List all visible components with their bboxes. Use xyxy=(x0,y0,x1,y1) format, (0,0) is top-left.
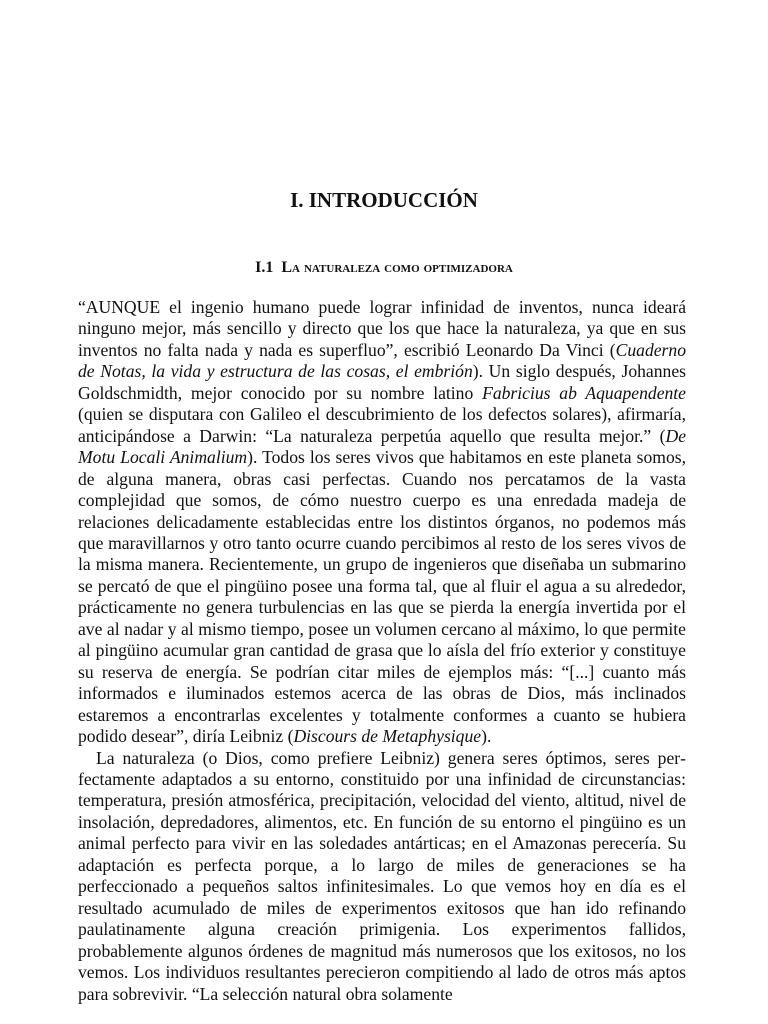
italic-title-text: Discours de Metaphysique xyxy=(293,726,482,747)
body-text-run: (quien se disputara con Galileo el descubrimiento de los defectos solares), afirmaría, anticipándose a Darwin: “La naturaleza perpetúa aquello que resulta mejor.” ( xyxy=(78,404,686,446)
paragraph-1 xyxy=(78,297,686,748)
body-text-run: “AUNQUE el ingenio humano puede lograr infinidad de inventos, nunca ideará ninguno mejor, más sencillo y directo que los que hace la naturaleza, ya que en sus inventos no falta nada y nada es superfluo”, escribió Leonardo Da Vinci ( xyxy=(78,297,686,360)
section-title: La naturaleza como optimizadora xyxy=(281,259,513,276)
body-text-run: ). Un siglo después, Johannes Goldschmidth, mejor conocido por su nombre latino xyxy=(78,361,686,403)
body-text-run: ). Todos los seres vivos que habitamos en este planeta somos, de alguna manera, obras casi perfectas. Cuando nos percatamos de la vasta complejidad que somos, de cómo nuestro cuerpo es una enredada madeja de relaciones delicadamente establecidas entre los distintos órganos, no podemos más que maravillarnos y otro tanto ocurre cuando percibimos al resto de los seres vivos de la misma manera. Recientemente, un grupo de ingenieros que diseñaba un submarino se percató de que el pingüino posee una forma tal, que al fluir el agua a su alrededor, prácticamente no genera turbulencias en las que se pierda la energía invertida por el ave al nadar y al mismo tiempo, posee un volumen cercano al máximo, lo que permite al pingüino acumular gran cantidad de grasa que lo aísla del frío exterior y constituye su reserva de energía. Se podrían citar miles de ejemplos más: “[...] cuanto más informados e iluminados estemos acerca de las obras de Dios, más inclinados estaremos a encontrarlas excelentes y totalmente conformes a cuanto se hubiera podido desear”, diría Leibniz ( xyxy=(78,447,686,747)
body-text xyxy=(78,297,686,1005)
body-text-run: La naturaleza (o Dios, como prefiere Leibniz) genera seres óptimos, seres perfectamente adaptados a su entorno, constituido por una infinidad de circunstancias: temperatura, presión atmosférica, precipitación, velocidad del viento, altitud, nivel de insolación, depredadores, alimentos, etc. En función de su entorno el pingüino es un animal perfecto para vivir en las soledades antárticas; en el Amazonas perecería. Su adaptación es perfecta porque, a lo largo de miles de generaciones se ha perfeccionado a pequeños saltos infinitesimales. Lo que vemos hoy en día es el resultado acumulado de miles de experimentos exitosos que han ido refinando paulatinamente alguna creación primigenia. Los experimentos fallidos, probablemente algunos órdenes de magnitud más numerosos que los exitosos, no los vemos. Los individuos resultantes perecieron compitiendo al lado de otros más aptos para sobrevivir. “La selección natural obra solamente xyxy=(78,747,686,1004)
paragraph-2 xyxy=(78,748,686,1005)
chapter-title: I. INTRODUCCIÓN xyxy=(290,188,478,212)
body-text-run: ). xyxy=(481,726,492,747)
section-heading xyxy=(0,257,768,279)
italic-title-text: Fabricius ab Aquapendente xyxy=(482,382,686,403)
italic-title-text: De Motu Locali Animalium xyxy=(78,425,686,468)
section-number: I.1 xyxy=(255,259,274,276)
italic-title-text: Cuaderno de Notas, la vida y estructura de las cosas, el embrión xyxy=(78,339,686,382)
